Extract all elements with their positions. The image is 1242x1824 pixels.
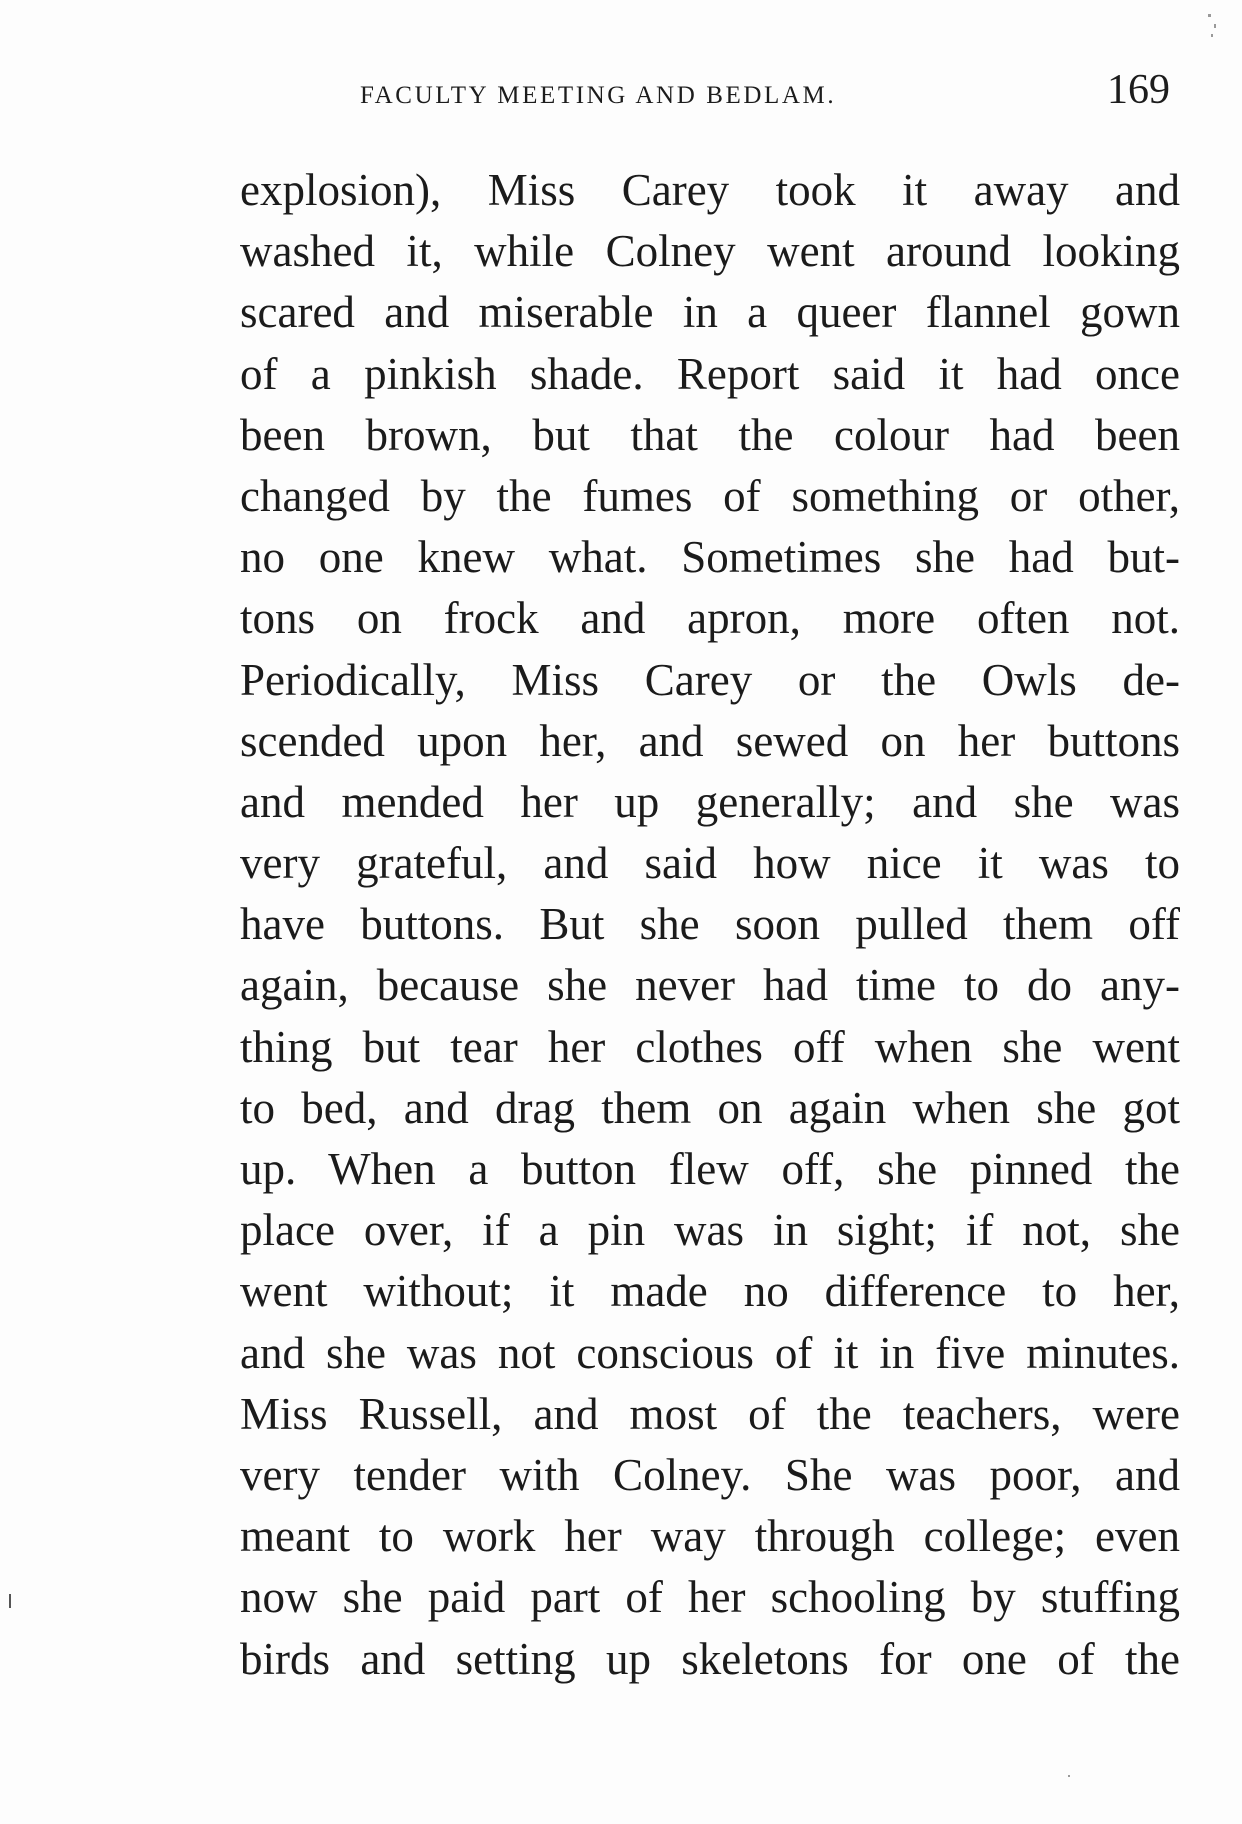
- text-line: now she paid part of her schooling by stuffing: [240, 1572, 1180, 1623]
- text-line: Miss Russell, and most of the teachers, were: [240, 1388, 1180, 1439]
- text-line: and mended her up generally; and she was: [240, 776, 1180, 827]
- text-line: tons on frock and apron, more often not.: [240, 593, 1180, 644]
- running-head: [360, 66, 1170, 116]
- text-line: been brown, but that the colour had been: [240, 409, 1180, 460]
- body-text: [240, 160, 1180, 1690]
- text-line: to bed, and drag them on again when she got: [240, 1082, 1180, 1133]
- text-line: changed by the fumes of something or other,: [240, 470, 1180, 521]
- scan-speck: [1208, 14, 1211, 17]
- scan-speck: [9, 1594, 11, 1608]
- text-line: scared and miserable in a queer flannel gown: [240, 287, 1180, 338]
- text-line: thing but tear her clothes off when she went: [240, 1021, 1180, 1072]
- text-line: birds and setting up skeletons for one of the: [240, 1633, 1180, 1684]
- text-line: up. When a button flew off, she pinned the: [240, 1144, 1180, 1194]
- scan-speck: [1068, 1775, 1070, 1777]
- text-line: very tender with Colney. She was poor, and: [240, 1449, 1180, 1500]
- text-line: of a pinkish shade. Report said it had once: [240, 348, 1180, 399]
- text-line: place over, if a pin was in sight; if not, she: [240, 1205, 1180, 1256]
- running-title: FACULTY MEETING AND BEDLAM.: [360, 82, 837, 109]
- scan-speck: [1211, 34, 1213, 37]
- text-line: explosion), Miss Carey took it away and: [240, 165, 1180, 215]
- text-line: Periodically, Miss Carey or the Owls de-: [240, 654, 1180, 705]
- text-line: very grateful, and said how nice it was to: [240, 838, 1180, 889]
- text-line: meant to work her way through college; even: [240, 1511, 1180, 1562]
- text-line: washed it, while Colney went around looking: [240, 226, 1180, 277]
- text-line: have buttons. But she soon pulled them off: [240, 899, 1180, 950]
- scan-speck: [1214, 24, 1216, 28]
- text-line: no one knew what. Sometimes she had but-: [240, 532, 1180, 583]
- text-line: again, because she never had time to do any-: [240, 960, 1180, 1011]
- text-line: scended upon her, and sewed on her buttons: [240, 715, 1180, 766]
- text-line: went without; it made no difference to her,: [240, 1266, 1180, 1317]
- page-number: 169: [1107, 67, 1170, 113]
- text-line: and she was not conscious of it in five minutes.: [240, 1327, 1180, 1378]
